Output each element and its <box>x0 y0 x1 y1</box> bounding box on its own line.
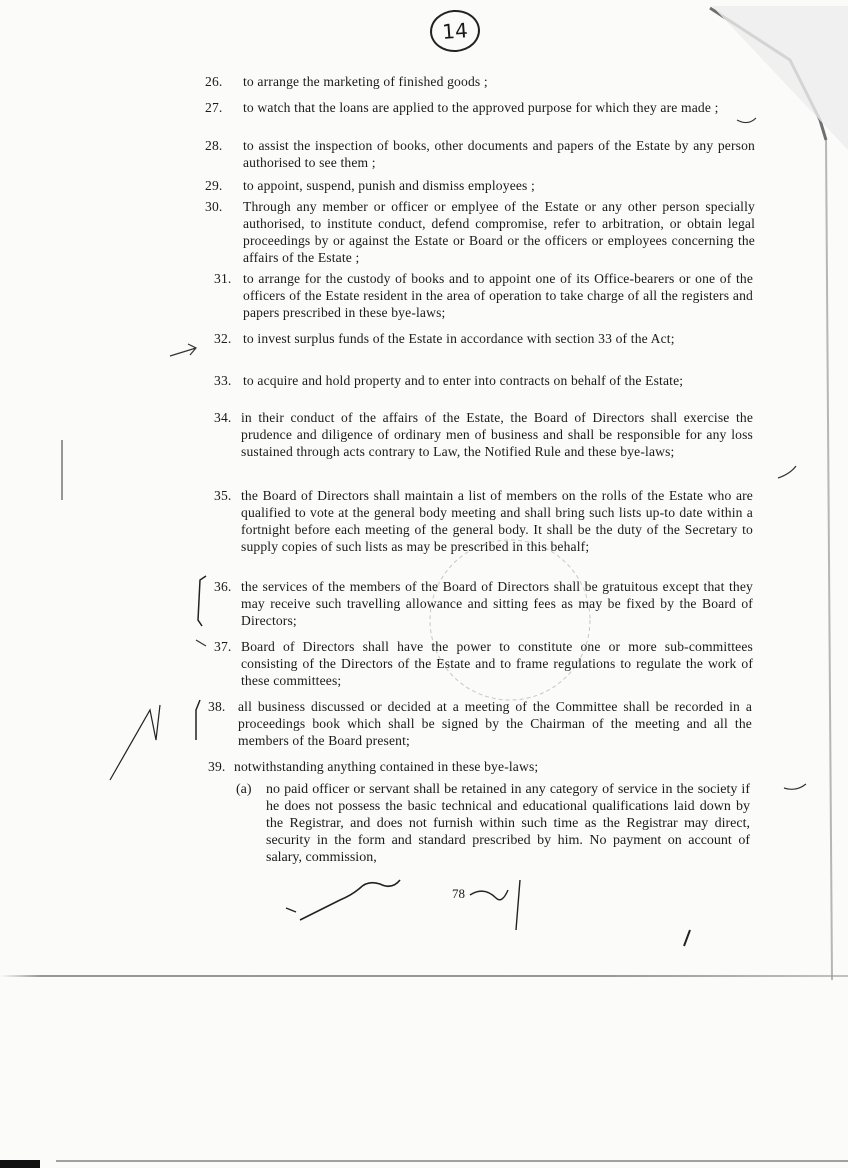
item-text: to assist the inspection of books, other documents and papers of the Estate by any person authorised to see them ; <box>243 138 755 170</box>
pen-stroke <box>110 705 160 780</box>
item-text: to acquire and hold property and to enter into contracts on behalf of the Estate; <box>243 373 684 388</box>
signature <box>286 880 520 930</box>
handwritten-page-number: 14 <box>429 8 482 53</box>
tick-mark-icon <box>196 640 206 646</box>
item-text: Through any member or officer or emplyee of the Estate or any other person specially authorised, to institute conduct, defend compromise, refer to arbitration, or obtain legal proceedings by or against the Estate or Board or the officers or employees concerning the affairs of the Estate ; <box>243 199 755 265</box>
item-number: 37. <box>214 639 232 654</box>
item-number: 32. <box>214 331 232 346</box>
item-text: to arrange for the custody of books and to appoint one of its Office-bearers or one of the officers of the Estate resident in the area of operation to take charge of all the registers and papers prescribed in these bye-laws; <box>243 271 753 320</box>
item-number: 35. <box>214 488 232 503</box>
item-number: 39. <box>208 759 226 774</box>
tick-mark-icon <box>784 784 806 789</box>
item-number: 34. <box>214 410 232 425</box>
signature <box>300 880 400 920</box>
item-number: 36. <box>214 579 232 594</box>
item-text: all business discussed or decided at a meeting of the Committee shall be recorded in a proceedings book which shall be signed by the Chairman of the meeting and all the members of the Board present; <box>238 699 752 748</box>
item-number: 26. <box>205 74 223 89</box>
item-text: notwithstanding anything contained in these bye-laws; <box>234 759 539 774</box>
sub-item-text: no paid officer or servant shall be retained in any category of service in the society if he does not possess the basic technical and educational qualifications laid down by the Registrar, and does not furnish within such time as the Registrar may direct, security in the form and standard prescribed by him. No payment on account of salary, commission, <box>266 782 750 865</box>
arrow-mark-icon <box>170 344 196 356</box>
item-text: to watch that the loans are applied to the approved purpose for which they are made ; <box>243 100 719 115</box>
item-text: Board of Directors shall have the power to constitute one or more sub-committees consisting of the Directors of the Estate and to frame regulations to regulate the work of these committees; <box>241 639 753 688</box>
item-number: 29. <box>205 178 223 193</box>
item-text: to appoint, suspend, punish and dismiss employees ; <box>243 178 535 193</box>
item-number: 33. <box>214 373 232 388</box>
corner-mark <box>0 1160 40 1168</box>
folded-corner <box>712 6 848 150</box>
item-text: to invest surplus funds of the Estate in accordance with section 33 of the Act; <box>243 331 675 346</box>
bracket-mark-icon <box>196 700 200 740</box>
page-folio: 78 <box>452 886 465 901</box>
bottom-edge-line <box>56 1160 848 1162</box>
item-text: the services of the members of the Board of Directors shall be gratuitous except that they may receive such travelling allowance and sitting fees as may be fixed by the Board of Directors; <box>241 579 753 628</box>
item-text: the Board of Directors shall maintain a list of members on the rolls of the Estate who are qualified to vote at the general body meeting and shall bring such lists up-to date within a fortnight before each meeting of the general body. It shall be the duty of the Secretary to supply copies of such lists as may be prescribed in this behalf; <box>241 488 753 554</box>
item-text: to arrange the marketing of finished goods ; <box>243 74 488 89</box>
item-number: 30. <box>205 199 223 214</box>
right-page-edge <box>826 140 832 980</box>
scan-edge-line <box>0 975 848 977</box>
stamp-seal <box>430 540 590 700</box>
item-text: in their conduct of the affairs of the Estate, the Board of Directors shall exercise the prudence and diligence of ordinary men of business and shall be responsible for any loss sustained through acts contrary to Law, the Notified Rule and these bye-laws; <box>241 410 753 459</box>
item-number: 38. <box>208 699 226 714</box>
bracket-mark-icon <box>198 576 206 626</box>
item-number: 28. <box>205 138 223 153</box>
sub-item-label: (a) <box>236 782 252 797</box>
tick-mark-icon <box>737 118 756 123</box>
item-number: 31. <box>214 271 232 286</box>
tick-mark-icon <box>778 466 796 478</box>
item-number: 27. <box>205 100 223 115</box>
pen-stroke <box>684 930 690 946</box>
